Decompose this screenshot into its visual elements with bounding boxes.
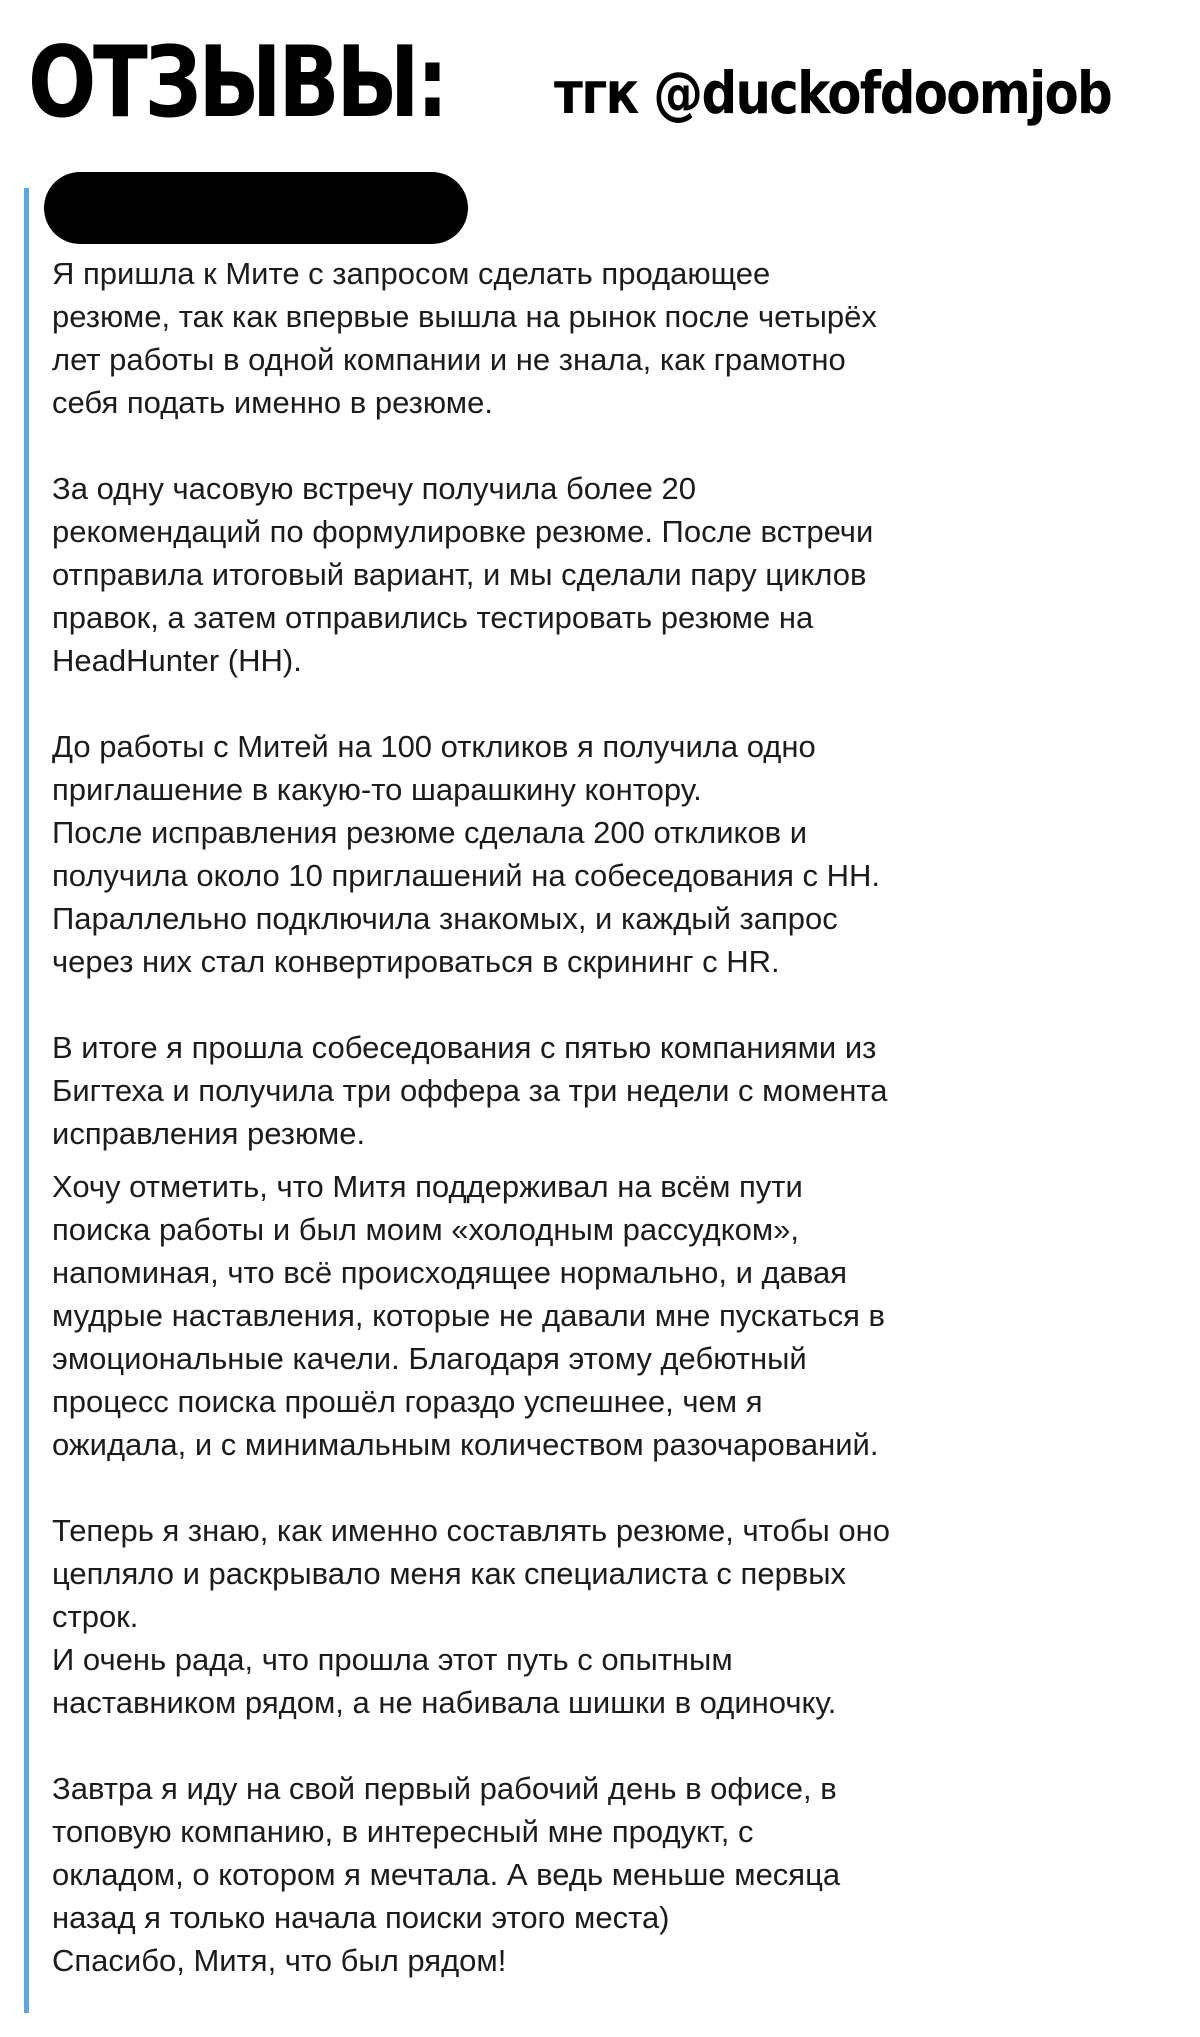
review-paragraph: Теперь я знаю, как именно составлять резюме, чтобы оно цепляло и раскрывало меня как специалиста с первых строк. И очень рада, что прошла этот путь с опытным наставником рядом, а не набивала шишки в одиночку. [52, 1513, 890, 1720]
page-title: ОТЗЫВЫ: [28, 26, 446, 140]
header [28, 28, 1180, 148]
review-paragraph: За одну часовую встречу получила более 20 рекомендаций по формулировке резюме. После встречи отправила итоговый вариант, и мы сделали пару циклов правок, а затем отправились тестировать резюме на HeadHunter (HH). [52, 471, 874, 678]
review-paragraph: В итоге я прошла собеседования с пятью компаниями из Бигтеха и получила три оффера за три недели с момента исправления резюме. [52, 1030, 888, 1151]
channel-handle: тгк @duckofdoomjob [554, 59, 1111, 127]
quote-bar [24, 188, 29, 2013]
review-paragraph: Завтра я иду на свой первый рабочий день в офисе, в топовую компанию, в интересный мне продукт, с окладом, о котором я мечтала. А ведь меньше месяца назад я только начала поиски этого места) Спасибо, Митя, что был рядом! [52, 1771, 841, 1978]
redacted-author-name [44, 172, 468, 244]
review-paragraph: Я пришла к Мите с запросом сделать продающее резюме, так как впервые вышла на рынок после четырёх лет работы в одной компании и не знала, как грамотно себя подать именно в резюме. [52, 256, 877, 420]
review-paragraph: До работы с Митей на 100 откликов я получила одно приглашение в какую-то шарашкину контору. После исправления резюме сделала 200 откликов и получила около 10 приглашений на собеседования с НН. Параллельно подключила знакомых, и каждый запрос через них стал конвертироваться в скрининг с HR. [52, 729, 881, 979]
review-message [52, 252, 1152, 1982]
review-paragraph: Хочу отметить, что Митя поддерживал на всём пути поиска работы и был моим «холодным рассудком», напоминая, что всё происходящее нормально, и давая мудрые наставления, которые не давали мне пускаться в эмоциональные качели. Благодаря этому дебютный процесс поиска прошёл гораздо успешнее, чем я ожидала, и с минимальным количеством разочарований. [52, 1169, 885, 1462]
